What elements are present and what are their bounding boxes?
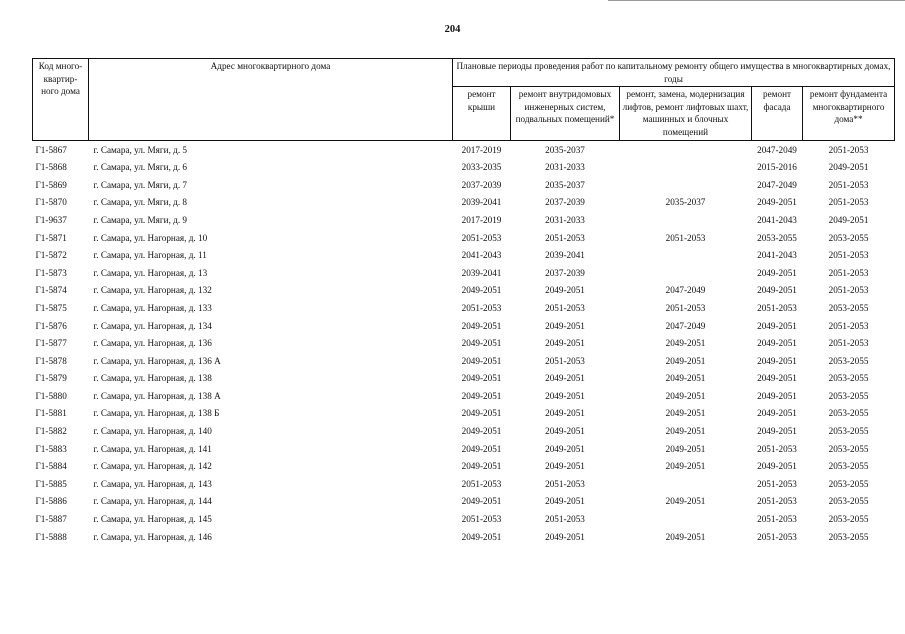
cell-lifts (620, 511, 752, 529)
cell-roof: 2049-2051 (461, 426, 502, 437)
cell-systems: 2051-2053 (545, 302, 585, 313)
cell-systems: 2051-2053 (545, 232, 585, 243)
cell-facade: 2015-2016 (757, 162, 797, 173)
cell-systems: 2031-2033 (545, 162, 585, 173)
cell-lifts (620, 177, 752, 195)
cell-lifts (620, 159, 752, 177)
cell-roof: 2039-2041 (461, 267, 502, 278)
cell-foundation: 2053-2055 (828, 478, 869, 489)
cell-facade: 2049-2051 (757, 426, 797, 437)
cell-facade: 2049-2051 (757, 461, 797, 472)
cell-roof: 2051-2053 (461, 302, 502, 313)
table-row (33, 282, 895, 300)
cell-address: г. Самара, ул. Нагорная, д. 134 (93, 320, 212, 331)
cell-code: Г1-9637 (35, 214, 67, 225)
cell-roof: 2049-2051 (461, 355, 502, 366)
header-address: Адрес многоквартирного дома (89, 59, 453, 141)
cell-systems: 2049-2051 (545, 531, 585, 542)
cell-roof: 2017-2019 (461, 214, 502, 225)
table-row (33, 212, 895, 230)
cell-address: г. Самара, ул. Нагорная, д. 143 (93, 478, 212, 489)
table-row (33, 511, 895, 529)
cell-code: Г1-5882 (35, 426, 67, 437)
cell-facade: 2049-2051 (757, 408, 797, 419)
cell-address: г. Самара, ул. Нагорная, д. 10 (93, 232, 208, 243)
cell-facade: 2047-2049 (757, 144, 797, 155)
cell-foundation: 2053-2055 (828, 496, 869, 507)
cell-roof: 2041-2043 (461, 250, 502, 261)
cell-foundation: 2053-2055 (828, 461, 869, 472)
capital-repair-schedule-table (32, 58, 895, 546)
cell-lifts: 2049-2051 (665, 461, 706, 472)
cell-lifts (620, 140, 752, 159)
cell-foundation: 2051-2053 (828, 179, 869, 190)
cell-address: г. Самара, ул. Нагорная, д. 13 (93, 267, 208, 278)
cell-facade: 2049-2051 (757, 267, 797, 278)
cell-code: Г1-5886 (35, 496, 67, 507)
cell-roof: 2049-2051 (461, 531, 502, 542)
cell-systems: 2049-2051 (545, 373, 585, 384)
cell-address: г. Самара, ул. Мяги, д. 5 (93, 144, 188, 155)
cell-systems: 2039-2041 (545, 250, 585, 261)
cell-address: г. Самара, ул. Нагорная, д. 11 (93, 250, 207, 261)
cell-code: Г1-5883 (35, 443, 67, 454)
cell-foundation: 2051-2053 (828, 250, 869, 261)
header-periods: Плановые периоды проведения работ по капитальному ремонту общего имущества в многоквартирных домах, годы (453, 59, 895, 87)
cell-systems: 2049-2051 (545, 408, 585, 419)
cell-lifts: 2049-2051 (665, 373, 706, 384)
cell-foundation: 2053-2055 (828, 390, 869, 401)
cell-code: Г1-5884 (35, 461, 67, 472)
cell-facade: 2049-2051 (757, 338, 797, 349)
table-row (33, 300, 895, 318)
header-systems: ремонт внутридомовых инженерных систем, подвальных помещений* (511, 87, 620, 140)
cell-code: Г1-5872 (35, 250, 67, 261)
cell-lifts: 2049-2051 (665, 390, 706, 401)
cell-roof: 2049-2051 (461, 408, 502, 419)
table-row (33, 353, 895, 371)
cell-lifts: 2051-2053 (665, 302, 706, 313)
cell-foundation: 2051-2053 (828, 267, 869, 278)
cell-facade: 2047-2049 (757, 179, 797, 190)
cell-facade: 2051-2053 (757, 478, 797, 489)
cell-address: г. Самара, ул. Нагорная, д. 133 (93, 302, 212, 313)
cell-systems: 2049-2051 (545, 443, 585, 454)
cell-code: Г1-5873 (35, 267, 67, 278)
cell-lifts (620, 247, 752, 265)
cell-code: Г1-5880 (35, 390, 67, 401)
cell-systems: 2051-2053 (545, 355, 585, 366)
cell-lifts: 2035-2037 (665, 197, 706, 208)
cell-roof: 2049-2051 (461, 285, 502, 296)
cell-foundation: 2051-2053 (828, 320, 869, 331)
cell-systems: 2035-2037 (545, 179, 585, 190)
table-body (33, 140, 895, 546)
cell-facade: 2049-2051 (757, 197, 797, 208)
table-row (33, 140, 895, 159)
cell-code: Г1-5881 (35, 408, 67, 419)
cell-lifts (620, 265, 752, 283)
table-row (33, 476, 895, 494)
cell-address: г. Самара, ул. Мяги, д. 7 (93, 179, 188, 190)
cell-lifts: 2049-2051 (665, 355, 706, 366)
cell-code: Г1-5876 (35, 320, 67, 331)
cell-foundation: 2053-2055 (828, 531, 869, 542)
cell-systems: 2051-2053 (545, 514, 585, 525)
cell-facade: 2049-2051 (757, 390, 797, 401)
cell-systems: 2049-2051 (545, 338, 585, 349)
top-rule-line (608, 0, 905, 1)
cell-lifts: 2049-2051 (665, 426, 706, 437)
cell-address: г. Самара, ул. Нагорная, д. 136 А (93, 355, 221, 366)
cell-code: Г1-5874 (35, 285, 67, 296)
table-row (33, 423, 895, 441)
cell-code: Г1-5869 (35, 179, 67, 190)
cell-address: г. Самара, ул. Нагорная, д. 142 (93, 461, 212, 472)
table-header (33, 59, 895, 141)
cell-systems: 2049-2051 (545, 390, 585, 401)
table-row (33, 318, 895, 336)
cell-foundation: 2053-2055 (828, 408, 869, 419)
cell-foundation: 2051-2053 (828, 285, 869, 296)
cell-roof: 2049-2051 (461, 390, 502, 401)
cell-roof: 2049-2051 (461, 338, 502, 349)
cell-address: г. Самара, ул. Мяги, д. 9 (93, 214, 188, 225)
table-row (33, 230, 895, 248)
header-facade: ремонт фасада (752, 87, 803, 140)
cell-address: г. Самара, ул. Мяги, д. 8 (93, 197, 188, 208)
cell-systems: 2037-2039 (545, 267, 585, 278)
header-code: Код много-квартир-ного дома (33, 59, 89, 141)
cell-lifts: 2049-2051 (665, 338, 706, 349)
cell-lifts: 2049-2051 (665, 408, 706, 419)
cell-foundation: 2049-2051 (828, 162, 869, 173)
page-number: 204 (444, 24, 461, 35)
cell-code: Г1-5877 (35, 338, 67, 349)
cell-facade: 2049-2051 (757, 320, 797, 331)
cell-foundation: 2053-2055 (828, 355, 869, 366)
cell-code: Г1-5878 (35, 355, 67, 366)
cell-foundation: 2053-2055 (828, 443, 869, 454)
cell-foundation: 2053-2055 (828, 302, 869, 313)
table-row (33, 529, 895, 547)
cell-roof: 2037-2039 (461, 179, 502, 190)
table-row (33, 335, 895, 353)
cell-code: Г1-5867 (35, 144, 67, 155)
cell-foundation: 2051-2053 (828, 144, 869, 155)
cell-systems: 2049-2051 (545, 426, 585, 437)
cell-roof: 2051-2053 (461, 478, 502, 489)
cell-lifts: 2051-2053 (665, 232, 706, 243)
table-row (33, 159, 895, 177)
cell-systems: 2031-2033 (545, 214, 585, 225)
cell-lifts: 2047-2049 (665, 320, 706, 331)
cell-foundation: 2051-2053 (828, 197, 869, 208)
cell-facade: 2051-2053 (757, 302, 797, 313)
cell-address: г. Самара, ул. Нагорная, д. 146 (93, 531, 212, 542)
cell-foundation: 2053-2055 (828, 232, 869, 243)
table-row (33, 441, 895, 459)
cell-roof: 2033-2035 (461, 162, 502, 173)
cell-foundation: 2053-2055 (828, 373, 869, 384)
cell-roof: 2051-2053 (461, 514, 502, 525)
cell-roof: 2049-2051 (461, 496, 502, 507)
cell-roof: 2049-2051 (461, 320, 502, 331)
cell-address: г. Самара, ул. Нагорная, д. 144 (93, 496, 212, 507)
cell-facade: 2049-2051 (757, 285, 797, 296)
cell-address: г. Самара, ул. Нагорная, д. 141 (93, 443, 212, 454)
header-lifts: ремонт, замена, модернизация лифтов, ремонт лифтовых шахт, машинных и блочных помещений (620, 87, 752, 140)
cell-foundation: 2051-2053 (828, 338, 869, 349)
cell-lifts: 2049-2051 (665, 443, 706, 454)
cell-code: Г1-5879 (35, 373, 67, 384)
cell-lifts (620, 476, 752, 494)
cell-code: Г1-5888 (35, 531, 67, 542)
cell-facade: 2051-2053 (757, 531, 797, 542)
cell-systems: 2035-2037 (545, 144, 585, 155)
cell-lifts: 2049-2051 (665, 531, 706, 542)
cell-lifts (620, 212, 752, 230)
table-row (33, 194, 895, 212)
cell-facade: 2053-2055 (757, 232, 797, 243)
cell-systems: 2037-2039 (545, 197, 585, 208)
cell-systems: 2049-2051 (545, 496, 585, 507)
cell-systems: 2049-2051 (545, 285, 585, 296)
cell-roof: 2051-2053 (461, 232, 502, 243)
cell-address: г. Самара, ул. Мяги, д. 6 (93, 162, 188, 173)
cell-foundation: 2053-2055 (828, 426, 869, 437)
cell-code: Г1-5868 (35, 162, 67, 173)
cell-systems: 2049-2051 (545, 320, 585, 331)
cell-facade: 2041-2043 (757, 250, 797, 261)
cell-roof: 2049-2051 (461, 373, 502, 384)
cell-systems: 2051-2053 (545, 478, 585, 489)
cell-address: г. Самара, ул. Нагорная, д. 136 (93, 338, 212, 349)
cell-code: Г1-5887 (35, 514, 67, 525)
table-row (33, 247, 895, 265)
cell-roof: 2049-2051 (461, 443, 502, 454)
table-row (33, 493, 895, 511)
cell-systems: 2049-2051 (545, 461, 585, 472)
cell-address: г. Самара, ул. Нагорная, д. 138 Б (93, 408, 220, 419)
table-row (33, 388, 895, 406)
header-roof: ремонт крыши (453, 87, 511, 140)
cell-facade: 2051-2053 (757, 443, 797, 454)
table-row (33, 370, 895, 388)
cell-code: Г1-5870 (35, 197, 67, 208)
table-row (33, 265, 895, 283)
cell-lifts: 2047-2049 (665, 285, 706, 296)
cell-facade: 2051-2053 (757, 514, 797, 525)
cell-roof: 2017-2019 (461, 144, 502, 155)
cell-foundation: 2053-2055 (828, 514, 869, 525)
cell-facade: 2051-2053 (757, 496, 797, 507)
cell-address: г. Самара, ул. Нагорная, д. 140 (93, 426, 212, 437)
cell-address: г. Самара, ул. Нагорная, д. 145 (93, 514, 212, 525)
cell-address: г. Самара, ул. Нагорная, д. 132 (93, 285, 212, 296)
cell-code: Г1-5885 (35, 478, 67, 489)
cell-facade: 2049-2051 (757, 355, 797, 366)
cell-roof: 2049-2051 (461, 461, 502, 472)
header-foundation: ремонт фундамента многоквартирного дома** (803, 87, 895, 140)
table-row (33, 405, 895, 423)
cell-address: г. Самара, ул. Нагорная, д. 138 (93, 373, 212, 384)
cell-code: Г1-5871 (35, 232, 67, 243)
cell-facade: 2041-2043 (757, 214, 797, 225)
cell-roof: 2039-2041 (461, 197, 502, 208)
table-row (33, 458, 895, 476)
cell-facade: 2049-2051 (757, 373, 797, 384)
cell-foundation: 2049-2051 (828, 214, 869, 225)
table-row (33, 177, 895, 195)
cell-lifts: 2049-2051 (665, 496, 706, 507)
cell-address: г. Самара, ул. Нагорная, д. 138 А (93, 390, 221, 401)
cell-code: Г1-5875 (35, 302, 67, 313)
